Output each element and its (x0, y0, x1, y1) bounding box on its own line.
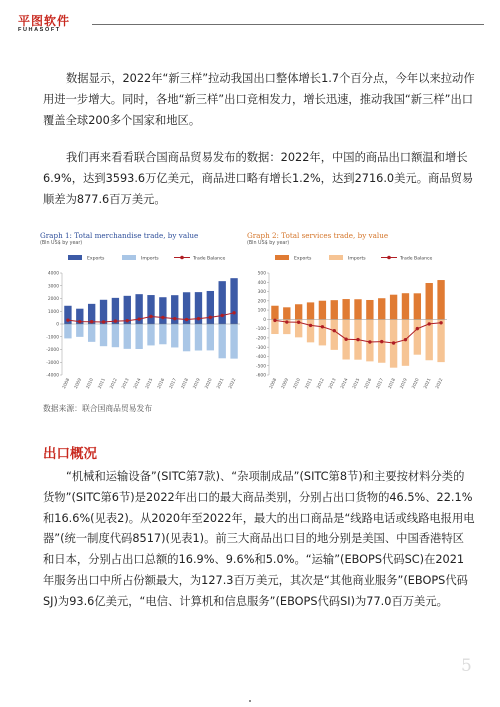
page-number: 5 (461, 656, 472, 676)
legend-swatch (275, 255, 289, 260)
footer-dot (249, 700, 251, 702)
trade-balance-point (173, 317, 176, 320)
y-tick-label: -200 (256, 336, 266, 342)
y-tick-label: -4000 (46, 373, 59, 379)
import-bar (100, 324, 107, 346)
paragraph-export-overview: “机械和运输设备”(SITC第7款)、“杂项制成品”(SITC第8节)和主要按材料分类的货物”(SITC第6节)是2022年出口的最大商品类别，分别占出口货物的46.5%、22.1%和16.6%(见表2)。从2020年至2022年，最大的出口商品是“线路电话或线路电报用电器”(统一制度代码8517)(见表1)。前三大商品出口目的地分别是美国、中国香港特区和日本，分别占出口总额的16.9%、9.6%和5.0%。“运输”(EBOPS代码SC)在2021年服务出口中所占份额最大，为127.3百万美元，其次是“其他商业服务”(EBOPS代码SJ)为93.6亿美元，“电信、计算机和信息服务”(EBOPS代码SI)为77.0百万美元。 (43, 470, 475, 608)
chart-unit-label: (Bln US$ by year) (247, 241, 290, 246)
import-bar (331, 319, 338, 350)
paragraph-new-three: 数据显示，2022年“新三样”拉动我国出口整体增长1.7个百分点，今年以来拉动作用进一步增大。同时，各地“新三样”出口竞相发力，增长迅速，推动我国“新三样”出口覆盖全球200多个国家和地区。 (43, 72, 475, 127)
x-tick-label: 2022 (435, 377, 445, 390)
y-tick-label: -600 (256, 373, 266, 379)
y-tick-label: -3000 (46, 360, 59, 366)
import-bar (147, 324, 154, 345)
export-bar (295, 304, 302, 319)
trade-balance-point (161, 316, 164, 319)
import-bar (112, 324, 119, 347)
export-bar (319, 301, 326, 320)
legend-marker (387, 256, 391, 260)
x-tick-label: 2019 (192, 377, 202, 390)
import-bar (135, 324, 142, 349)
y-tick-label: -400 (256, 355, 266, 361)
export-bar (331, 300, 338, 319)
x-tick-label: 2019 (399, 377, 409, 390)
trade-balance-point (273, 319, 276, 322)
legend-label: Imports (141, 256, 159, 262)
import-bar (319, 319, 326, 345)
export-bar (271, 306, 278, 320)
x-tick-label: 2013 (328, 377, 338, 390)
y-tick-label: -300 (256, 345, 266, 351)
legend-swatch (68, 255, 82, 260)
trade-balance-point (309, 324, 312, 327)
export-bar (230, 278, 237, 324)
trade-balance-point (149, 315, 152, 318)
export-bar (307, 302, 314, 319)
trade-balance-point (66, 318, 69, 321)
trade-balance-point (285, 320, 288, 323)
x-tick-label: 2008 (269, 377, 279, 390)
export-bar (426, 283, 433, 319)
merchandise-trade-chart (40, 231, 245, 406)
y-tick-label: 4000 (47, 271, 59, 277)
trade-balance-point (356, 338, 359, 341)
export-bar (354, 299, 361, 319)
trade-balance-point (102, 320, 105, 323)
data-source-note: 数据来源：联合国商品贸易发布 (43, 404, 153, 413)
brand-logo (18, 15, 70, 34)
x-tick-label: 2020 (204, 377, 214, 390)
import-bar (171, 324, 178, 347)
x-tick-label: 2020 (411, 377, 421, 390)
trade-balance-point (439, 321, 442, 324)
export-bar (147, 295, 154, 324)
legend-label: Exports (87, 256, 105, 262)
trade-balance-point (380, 340, 383, 343)
trade-balance-point (137, 317, 140, 320)
trade-balance-point (368, 340, 371, 343)
x-tick-label: 2013 (121, 377, 131, 390)
import-bar (230, 324, 237, 359)
import-bar (307, 319, 314, 342)
trade-balance-point (428, 322, 431, 325)
legend-swatch (329, 255, 343, 260)
trade-balance-point (404, 338, 407, 341)
export-bar (437, 280, 444, 319)
x-tick-label: 2015 (352, 377, 362, 390)
trade-balance-point (197, 317, 200, 320)
x-tick-label: 2022 (228, 377, 238, 390)
import-bar (159, 324, 166, 344)
import-bar (437, 319, 444, 362)
trade-balance-point (185, 318, 188, 321)
import-bar (207, 324, 214, 350)
x-tick-label: 2017 (375, 377, 386, 390)
x-tick-label: 2010 (85, 377, 95, 390)
x-tick-label: 2009 (73, 377, 84, 390)
import-bar (183, 324, 190, 351)
x-tick-label: 2018 (387, 377, 397, 390)
export-bar (159, 297, 166, 324)
legend-label: Trade Balance (400, 256, 433, 262)
import-bar (76, 324, 83, 337)
import-bar (414, 319, 421, 354)
x-tick-label: 2017 (168, 377, 179, 390)
x-tick-label: 2012 (109, 377, 119, 390)
y-tick-label: 0 (56, 322, 59, 328)
y-tick-label: 0 (263, 317, 266, 323)
trade-balance-point (126, 319, 129, 322)
x-tick-label: 2021 (423, 377, 433, 390)
y-tick-label: -500 (256, 364, 266, 370)
export-bar (219, 281, 226, 324)
export-bar (402, 293, 409, 319)
y-tick-label: 300 (257, 290, 266, 296)
x-tick-label: 2012 (316, 377, 326, 390)
y-tick-label: 500 (257, 271, 266, 277)
trade-balance-point (209, 316, 212, 319)
paragraph-un-trade: 我们再来看看联合国商品贸易发布的数据：2022年，中国的商品出口额温和增长6.9%，达到3593.6万亿美元，商品进口略有增长1.2%，达到2716.0美元。商品贸易顺差为877.6百万美元。 (43, 151, 474, 206)
y-tick-label: -1000 (46, 335, 59, 341)
import-bar (219, 324, 226, 358)
x-tick-label: 2011 (97, 377, 107, 390)
x-tick-label: 2010 (292, 377, 302, 390)
import-bar (124, 324, 131, 349)
export-bar (414, 293, 421, 319)
x-tick-label: 2016 (157, 377, 167, 390)
trade-balance-point (90, 320, 93, 323)
trade-balance-point (333, 329, 336, 332)
x-tick-label: 2015 (145, 377, 155, 390)
y-tick-label: 400 (257, 280, 266, 286)
trade-balance-point (321, 325, 324, 328)
chart-title: Graph 1: Total merchandise trade, by value (40, 231, 199, 240)
y-tick-label: 200 (257, 299, 266, 305)
legend-marker (180, 256, 184, 260)
services-chart-svg (247, 247, 452, 402)
x-tick-label: 2021 (216, 377, 226, 390)
trade-balance-point (232, 311, 235, 314)
y-tick-label: 1000 (47, 309, 59, 315)
x-tick-label: 2014 (340, 377, 350, 390)
legend-label: Imports (348, 256, 366, 262)
export-bar (390, 295, 397, 320)
y-tick-label: 2000 (47, 297, 59, 303)
services-trade-chart (247, 231, 452, 406)
export-bar (378, 298, 385, 319)
header-divider (92, 24, 484, 25)
merchandise-chart-svg (40, 247, 245, 402)
import-bar (195, 324, 202, 351)
chart-title: Graph 2: Total services trade, by value (247, 231, 389, 240)
x-tick-label: 2009 (280, 377, 291, 390)
x-tick-label: 2008 (62, 377, 72, 390)
x-tick-label: 2011 (304, 377, 314, 390)
export-bar (283, 307, 290, 319)
trade-balance-point (221, 314, 224, 317)
logo-sub-text: FUHASOFT (18, 27, 61, 33)
section-title: 出口概况 (43, 446, 97, 462)
y-tick-label: 3000 (47, 284, 59, 290)
import-bar (88, 324, 95, 342)
trade-balance-point (344, 338, 347, 341)
export-bar (366, 300, 373, 319)
import-bar (64, 324, 71, 338)
import-bar (402, 319, 409, 365)
trade-balance-point (392, 341, 395, 344)
export-bar (342, 299, 349, 319)
y-tick-label: -2000 (46, 348, 59, 354)
legend-swatch (122, 255, 136, 260)
trade-balance-point (297, 321, 300, 324)
trade-balance-point (114, 319, 117, 322)
x-tick-label: 2018 (180, 377, 190, 390)
legend-label: Trade Balance (193, 256, 226, 262)
x-tick-label: 2016 (364, 377, 374, 390)
y-tick-label: 100 (257, 308, 266, 314)
trade-balance-point (78, 320, 81, 323)
legend-label: Exports (294, 256, 312, 262)
y-tick-label: -100 (256, 327, 266, 333)
logo-main-text: 平图软件 (18, 14, 71, 28)
trade-balance-point (416, 327, 419, 330)
x-tick-label: 2014 (133, 377, 143, 390)
chart-unit-label: (Bln US$ by year) (40, 241, 83, 246)
